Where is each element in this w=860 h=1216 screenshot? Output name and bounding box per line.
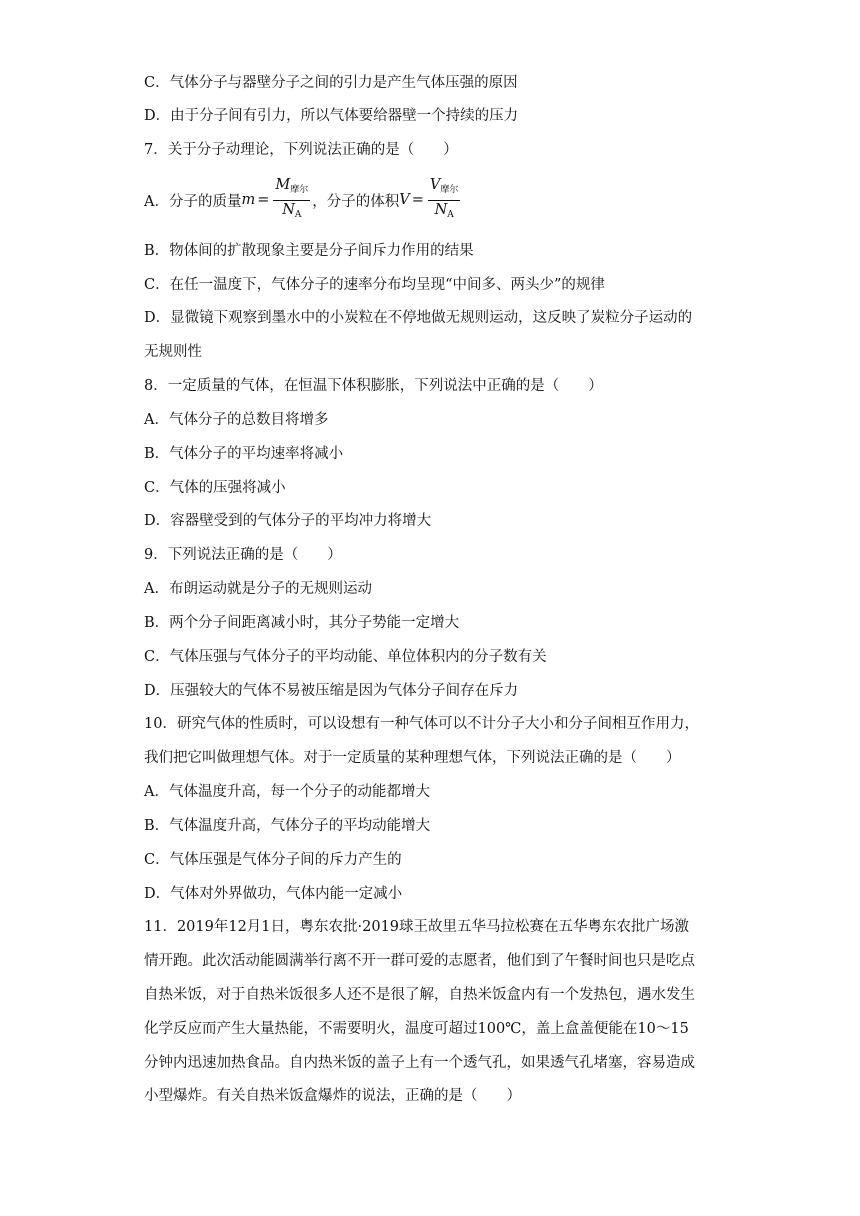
- equals-sign: =: [257, 192, 270, 208]
- text-line: D．显微镜下观察到墨水中的小炭粒在不停地做无规则运动，这反映了炭粒分子运动的: [144, 310, 693, 326]
- question-9-stem: 9．下列说法正确的是（ ）: [144, 547, 342, 563]
- text-line: C．气体压强与气体分子的平均动能、单位体积内的分子数有关: [144, 649, 547, 665]
- text-line: D．压强较大的气体不易被压缩是因为气体分子间存在斥力: [144, 683, 519, 699]
- volume-fraction-denominator: N: [434, 201, 448, 218]
- question-7-stem: 7．关于分子动理论，下列说法正确的是（ ）: [144, 142, 458, 158]
- volume-fraction-numerator: V: [429, 176, 441, 193]
- question-8-stem: 8．一定质量的气体，在恒温下体积膨胀，下列说法中正确的是（ ）: [144, 378, 603, 394]
- text-line: 化学反应而产生大量热能，不需要明火，温度可超过100℃，盖上盒盖便能在10～15: [144, 1021, 689, 1037]
- volume-variable: V: [399, 192, 410, 208]
- text-line: C．气体压强是气体分子间的斥力产生的: [144, 852, 402, 868]
- text-line: B．两个分子间距离减小时，其分子势能一定增大: [144, 615, 460, 631]
- text-line: B．气体温度升高，气体分子的平均动能增大: [144, 818, 431, 834]
- text-line: C．气体分子与器壁分子之间的引力是产生气体压强的原因: [144, 75, 518, 91]
- formula-middle: ，分子的体积: [312, 193, 400, 210]
- question-11-stem: 11．2019年12月1日，粤东农批·2019球王故里五华马拉松赛在五华粤东农批广场激: [144, 919, 690, 935]
- text-line: 我们把它叫做理想气体。对于一定质量的某种理想气体，下列说法正确的是（ ）: [144, 750, 681, 766]
- text-line: 小型爆炸。有关自热米饭盒爆炸的说法，正确的是（ ）: [144, 1088, 521, 1104]
- text-line: D．气体对外界做功，气体内能一定减小: [144, 886, 403, 902]
- text-line: 情开跑。此次活动能圆满举行离不开一群可爱的志愿者，他们到了午餐时间也只是吃点: [144, 953, 695, 969]
- text-line: C．气体的压强将减小: [144, 480, 286, 496]
- formula-prefix: A．分子的质量: [144, 193, 242, 210]
- denominator-subscript: A: [294, 209, 302, 220]
- text-line: A．气体温度升高，每一个分子的动能都增大: [144, 784, 430, 800]
- equals-sign: =: [411, 192, 424, 208]
- mass-fraction-numerator: M: [275, 176, 291, 193]
- text-line: 自热米饭，对于自热米饭很多人还不是很了解，自热米饭盒内有一个发热包，遇水发生: [144, 987, 695, 1003]
- text-line: 分钟内迅速加热食品。自内热米饭的盖子上有一个透气孔，如果透气孔堵塞，容易造成: [144, 1055, 695, 1071]
- numerator-subscript: 摩尔: [290, 184, 309, 195]
- volume-fraction: [428, 177, 461, 224]
- text-line: D．容器壁受到的气体分子的平均冲力将增大: [144, 513, 432, 529]
- denominator-subscript: A: [447, 209, 454, 220]
- text-line: A．布朗运动就是分子的无规则运动: [144, 581, 372, 597]
- mass-fraction: [273, 177, 310, 224]
- mass-variable: m: [241, 192, 256, 208]
- text-line: 无规则性: [144, 344, 202, 360]
- text-line: D．由于分子间有引力，所以气体要给器壁一个持续的压力: [144, 108, 519, 124]
- text-line: C．在任一温度下，气体分子的速率分布均呈现“中间多、两头少”的规律: [144, 277, 605, 293]
- numerator-subscript: 摩尔: [440, 184, 459, 195]
- mass-fraction-denominator: N: [282, 201, 295, 218]
- text-line: B．气体分子的平均速率将减小: [144, 446, 344, 462]
- formula-line: [144, 178, 462, 222]
- text-line: A．气体分子的总数目将增多: [144, 412, 329, 428]
- text-line: B．物体间的扩散现象主要是分子间斥力作用的结果: [144, 243, 474, 259]
- question-10-stem: 10．研究气体的性质时，可以设想有一种气体可以不计分子大小和分子间相互作用力，: [144, 716, 699, 732]
